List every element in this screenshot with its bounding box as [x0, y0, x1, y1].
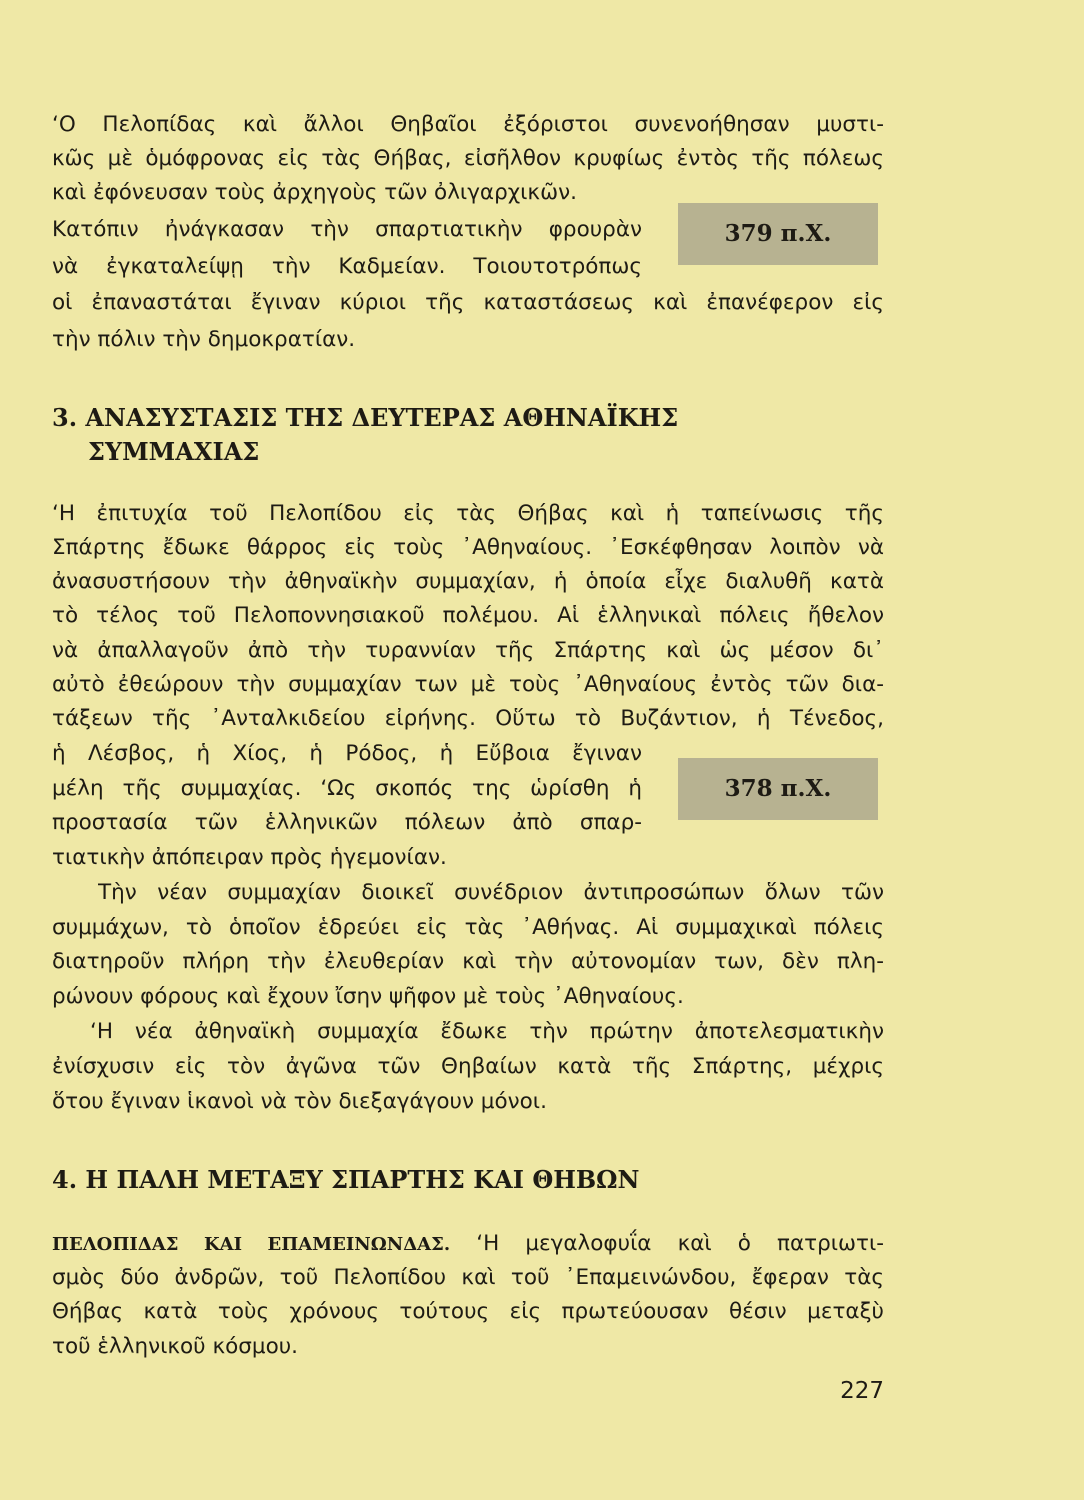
- text-line: καὶ ἐφόνευσαν τοὺς ἀρχηγοὺς τῶν ὀλιγαρχικῶν.: [52, 180, 577, 205]
- text-line: ἐνίσχυσιν εἰς τὸν ἀγῶνα τῶν Θηβαίων κατὰ τῆς Σπάρτης, μέχρις: [52, 1054, 884, 1079]
- text-line: προστασία τῶν ἑλληνικῶν πόλεων ἀπὸ σπαρ-: [52, 810, 642, 835]
- text-line: ‘Ο Πελοπίδας καὶ ἄλλοι Θηβαῖοι ἐξόριστοι συνενοήθησαν μυστι-: [52, 112, 884, 137]
- text-line: μέλη τῆς συμμαχίας. ‘Ως σκοπός της ὡρίσθη ἡ: [52, 776, 642, 801]
- text-line: νὰ ἐγκαταλείψῃ τὴν Καδμείαν. Τοιουτοτρόπως: [52, 254, 642, 279]
- text-line: ‘Η νέα ἀθηναϊκὴ συμμαχία ἔδωκε τὴν πρώτην ἀποτελεσματικὴν: [90, 1019, 884, 1044]
- text-line: διατηροῦν πλήρη τὴν ἐλευθερίαν καὶ τὴν αὐτονομίαν των, δὲν πλη-: [52, 949, 884, 974]
- text-line: τάξεων τῆς ᾿Ανταλκιδείου εἰρήνης. Οὕτω τὸ Βυζάντιον, ἡ Τένεδος,: [52, 706, 884, 731]
- text-line: συμμάχων, τὸ ὁποῖον ἑδρεύει εἰς τὰς ᾿Αθήνας. Αἱ συμμαχικαὶ πόλεις: [52, 915, 884, 940]
- text-line: νὰ ἀπαλλαγοῦν ἀπὸ τὴν τυραννίαν τῆς Σπάρτης καὶ ὡς μέσον δι᾿: [52, 638, 884, 663]
- date-margin-box: 378 π.Χ.: [678, 758, 878, 820]
- text-line: οἱ ἐπαναστάται ἔγιναν κύριοι τῆς καταστάσεως καὶ ἐπανέφερον εἰς: [52, 290, 884, 315]
- subheading: ΠΕΛΟΠΙΔΑΣ ΚΑΙ ΕΠΑΜΕΙΝΩΝΔΑΣ.: [52, 1234, 451, 1255]
- page-number: 227: [840, 1378, 884, 1404]
- section-heading: 3. ΑΝΑΣΥΣΤΑΣΙΣ ΤΗΣ ΔΕΥΤΕΡΑΣ ΑΘΗΝΑΪΚΗΣ: [52, 403, 679, 432]
- text-line: [52, 1227, 884, 1261]
- text-line: ἀνασυστήσουν τὴν ἀθηναϊκὴν συμμαχίαν, ἡ ὁποία εἶχε διαλυθῆ κατὰ: [52, 569, 884, 594]
- text-line: σμὸς δύο ἀνδρῶν, τοῦ Πελοπίδου καὶ τοῦ ᾿Επαμεινώνδου, ἔφεραν τὰς: [52, 1265, 884, 1290]
- section-heading: 4. Η ΠΑΛΗ ΜΕΤΑΞΥ ΣΠΑΡΤΗΣ ΚΑΙ ΘΗΒΩΝ: [52, 1165, 640, 1194]
- text-line: Θήβας κατὰ τοὺς χρόνους τούτους εἰς πρωτεύουσαν θέσιν μεταξὺ: [52, 1299, 884, 1324]
- text-line: Σπάρτης ἔδωκε θάρρος εἰς τοὺς ᾿Αθηναίους. ᾿Εσκέφθησαν λοιπὸν νὰ: [52, 535, 884, 560]
- text-line: τιατικὴν ἀπόπειραν πρὸς ἡγεμονίαν.: [52, 845, 447, 870]
- date-margin-box: 379 π.Χ.: [678, 203, 878, 265]
- text-line: ἡ Λέσβος, ἡ Χίος, ἡ Ρόδος, ἡ Εὔβοια ἔγιναν: [52, 741, 642, 766]
- text-line: τὴν πόλιν τὴν δημοκρατίαν.: [52, 327, 356, 352]
- text-line: ρώνουν φόρους καὶ ἔχουν ἴσην ψῆφον μὲ τοὺς ᾿Αθηναίους.: [52, 984, 684, 1009]
- section-heading: ΣΥΜΜΑΧΙΑΣ: [88, 437, 260, 466]
- text-run: ‘Η μεγαλοφυΐα καὶ ὁ πατριωτι-: [450, 1231, 884, 1256]
- text-line: ‘Η ἐπιτυχία τοῦ Πελοπίδου εἰς τὰς Θήβας καὶ ἡ ταπείνωσις τῆς: [52, 501, 884, 526]
- text-line: τὸ τέλος τοῦ Πελοποννησιακοῦ πολέμου. Αἱ ἑλληνικαὶ πόλεις ἤθελον: [52, 603, 884, 628]
- text-line: αὐτὸ ἐθεώρουν τὴν συμμαχίαν των μὲ τοὺς ᾿Αθηναίους ἐντὸς τῶν δια-: [52, 672, 884, 697]
- text-line: κῶς μὲ ὁμόφρονας εἰς τὰς Θήβας, εἰσῆλθον κρυφίως ἐντὸς τῆς πόλεως: [52, 146, 884, 171]
- text-line: ὅτου ἔγιναν ἱκανοὶ νὰ τὸν διεξαγάγουν μόνοι.: [52, 1089, 547, 1114]
- text-line: Κατόπιν ἠνάγκασαν τὴν σπαρτιατικὴν φρουρὰν: [52, 217, 642, 242]
- text-line: τοῦ ἑλληνικοῦ κόσμου.: [52, 1334, 299, 1359]
- text-line: Τὴν νέαν συμμαχίαν διοικεῖ συνέδριον ἀντιπροσώπων ὅλων τῶν: [98, 880, 884, 905]
